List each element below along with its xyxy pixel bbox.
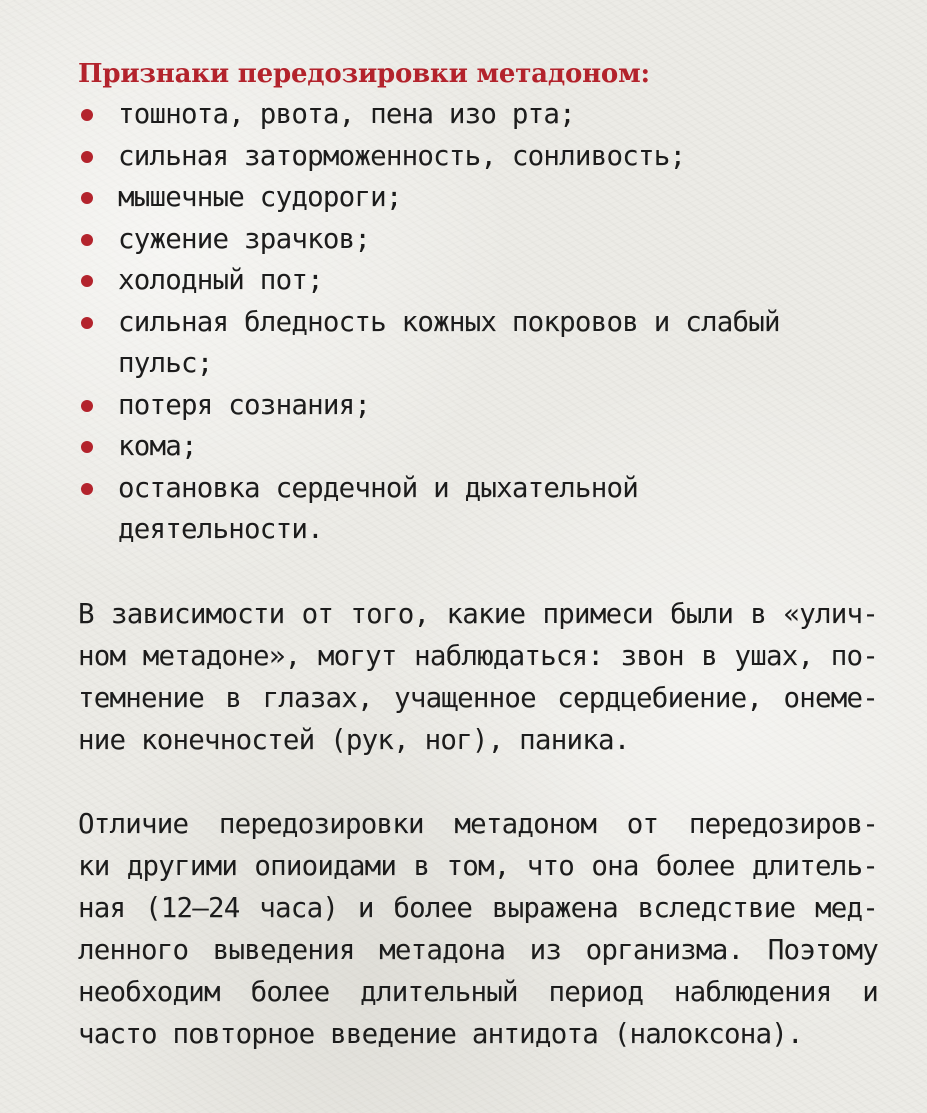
bullet-icon <box>81 441 93 453</box>
list-item-text: пульс; <box>118 347 213 379</box>
list-item <box>78 426 878 468</box>
bullet-icon <box>81 483 93 495</box>
list-item-text: сильная заторможенность, сонливость; <box>118 139 686 172</box>
bullet-icon <box>81 275 93 287</box>
paragraph-line: ние конечностей (рук, ног), паника. <box>78 723 630 756</box>
list-item <box>78 260 878 302</box>
bullet-icon <box>81 317 93 329</box>
list-item-text: мышечные судороги; <box>118 181 402 213</box>
list-item <box>78 94 878 136</box>
paragraph-line: ленного выведения метадона из организма. Поэтому <box>78 933 878 966</box>
list-item-text: тошнота, рвота, пена изо рта; <box>118 98 575 130</box>
impurities-paragraph <box>78 593 878 761</box>
list-item <box>78 468 878 551</box>
paragraph-line: ки другими опиоидами в том, что она более длитель- <box>78 849 878 882</box>
overdose-signs-list <box>78 94 878 551</box>
list-item-text: сильная бледность кожных покровов и слабый <box>118 305 780 338</box>
list-item-text: остановка сердечной и дыхательной <box>118 471 638 504</box>
list-item <box>78 302 878 385</box>
list-item-text: деятельности. <box>118 513 323 545</box>
list-item <box>78 219 878 261</box>
list-item <box>78 385 878 427</box>
section-heading: Признаки передозировки метадоном: <box>78 59 650 89</box>
paragraph-line: ном метадоне», могут наблюдаться: звон в ушах, по- <box>78 639 878 672</box>
list-item-text: кома; <box>118 430 197 462</box>
bullet-icon <box>81 400 93 412</box>
paragraph-line: темнение в глазах, учащенное сердцебиение, онеме- <box>78 681 878 714</box>
list-item-text: сужение зрачков; <box>118 222 371 255</box>
bullet-icon <box>81 234 93 246</box>
list-item <box>78 177 878 219</box>
list-item <box>78 136 878 178</box>
paragraph-line: В зависимости от того, какие примеси были в «улич- <box>78 597 878 630</box>
list-item-text: потеря сознания; <box>118 388 371 421</box>
paragraph-line: Отличие передозировки метадоном от передозиров- <box>78 807 878 840</box>
bullet-icon <box>81 109 93 121</box>
list-item-text: холодный пот; <box>118 264 323 296</box>
bullet-icon <box>81 192 93 204</box>
bullet-icon <box>81 151 93 163</box>
paragraph-line: ная (12–24 часа) и более выражена вследствие мед- <box>78 891 878 924</box>
paragraph-line: часто повторное введение антидота (налоксона). <box>78 1017 803 1050</box>
page-content <box>78 54 878 1055</box>
difference-paragraph <box>78 803 878 1055</box>
paragraph-line: необходим более длительный период наблюдения и <box>78 975 878 1008</box>
